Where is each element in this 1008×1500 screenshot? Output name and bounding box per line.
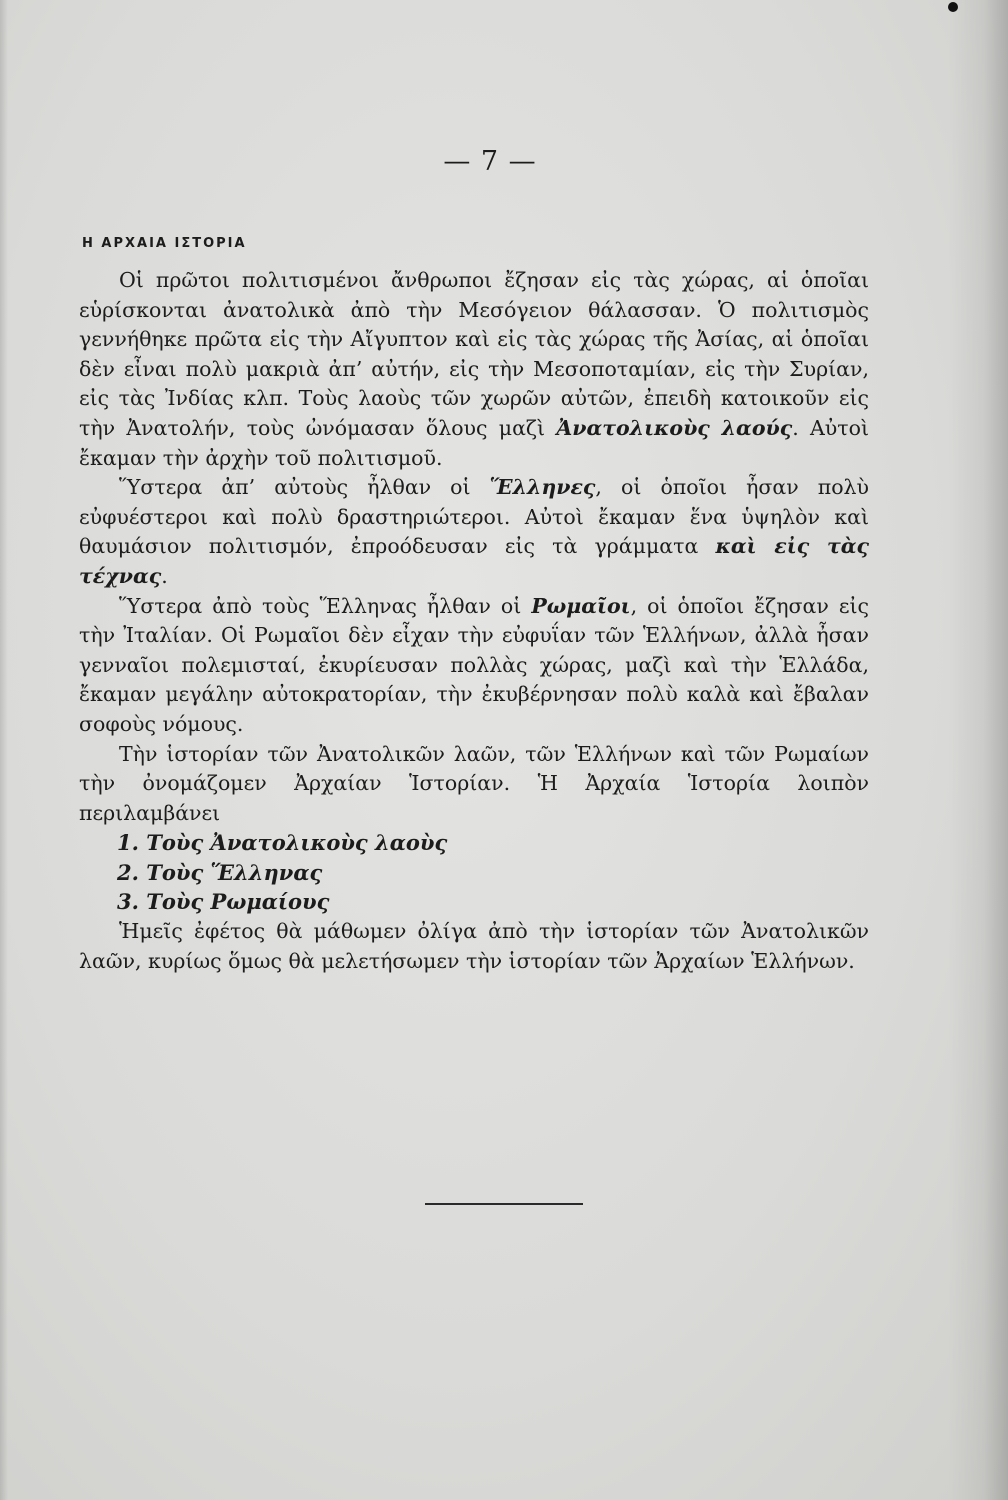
paragraph-1-text-b: . Αὐτοὶ ἔκαμαν τὴν ἀρχὴν τοῦ πολιτισμοῦ.	[79, 415, 869, 470]
paragraph-2-text-a: Ὕστερα ἀπ’ αὐτοὺς ἦλθαν οἱ	[119, 475, 471, 500]
page-number: — 7 —	[443, 146, 537, 177]
paragraph-3-text-b: , οἱ ὁποῖοι ἔζησαν εἰς τὴν Ἰταλίαν. Οἱ Ρωμαῖοι δὲν εἶχαν τὴν εὐφυΐαν τῶν Ἑλλήνων, ἀλλὰ ἦσαν γενναῖοι πολεμισταί, ἐκυρίευσαν πολλὰς χώρας, μαζὶ καὶ τὴν Ἑλλάδα, ἔκαμαν μεγάλην αὐτοκρατορίαν, τὴν ἐκυβέρνησαν πολὺ καλὰ καὶ ἔβαλαν σοφοὺς νόμους.	[79, 593, 870, 736]
page-left-edge	[0, 0, 8, 1500]
paragraph-2-emphasis: Ἕλληνες	[489, 475, 596, 500]
ink-speck	[948, 2, 958, 12]
paragraph-3-text-a: Ὕστερα ἀπὸ τοὺς Ἕλληνας ἦλθαν οἱ	[119, 593, 522, 618]
paragraph-5: Ἡμεῖς ἐφέτος θὰ μάθωμεν ὀλίγα ἀπὸ τὴν ἱστορίαν τῶν Ἀνατολικῶν λαῶν, κυρίως ὅμως θὰ μελετήσωμεν τὴν ἱστορίαν τῶν Ἀρχαίων Ἑλλήνων.	[79, 919, 869, 973]
paragraph-1-text-a: Οἱ πρῶτοι πολιτισμένοι ἄνθρωποι ἔζησαν εἰς τὰς χώρας, αἱ ὁποῖαι εὑρίσκονται ἀνατολικὰ ἀπὸ τὴν Μεσόγειον θάλασσαν. Ὁ πολιτισμὸς γεννήθηκε πρῶτα εἰς τὴν Αἴγυπτον καὶ εἰς τὰς χώρας τῆς Ἀσίας, αἱ ὁποῖαι δὲν εἶναι πολὺ μακριὰ ἀπ’ αὐτήν, εἰς τὴν Μεσοποταμίαν, εἰς τὴν Συρίαν, εἰς τὰς Ἰνδίας κλπ. Τοὺς λαοὺς τῶν χωρῶν αὐτῶν, ἐπειδὴ κατοικοῦν εἰς τὴν Ἀνατολήν, τοὺς ὠνόμασαν ὅλους μαζὶ	[79, 268, 869, 440]
paragraph-2	[79, 473, 869, 591]
paragraph-2-text-b: , οἱ ὁποῖοι ἦσαν πολὺ εὐφυέστεροι καὶ πολὺ δραστηριώτεροι. Αὐτοὶ ἔκαμαν ἕνα ὑψηλὸν καὶ θαυμάσιον πολιτισμόν, ἐπροόδευσαν εἰς τὰ γράμματα	[79, 475, 869, 559]
paragraph-1-emphasis: Ἀνατολικοὺς λαούς	[556, 415, 793, 440]
chapter-heading: Η ΑΡΧΑΙΑ ΙΣΤΟΡΙΑ	[82, 236, 247, 251]
paragraph-2-text-c: .	[161, 563, 168, 588]
paragraph-1	[79, 266, 869, 473]
list-item: 1. Τοὺς Ἀνατολικοὺς λαοὺς	[117, 830, 448, 856]
paragraph-3-emphasis: Ρωμαῖοι	[531, 593, 631, 618]
list-item: 3. Τοὺς Ρωμαίους	[117, 889, 330, 915]
body-text	[79, 266, 869, 976]
page-right-edge-shadow	[948, 0, 1008, 1500]
paragraph-2-emphasis-2: καὶ εἰς τὰς τέχνας	[79, 534, 869, 588]
paragraph-3	[79, 592, 869, 740]
list-item: 2. Τοὺς Ἕλληνας	[117, 859, 323, 885]
history-list	[79, 828, 869, 917]
section-end-rule	[425, 1203, 583, 1205]
paragraph-4: Τὴν ἱστορίαν τῶν Ἀνατολικῶν λαῶν, τῶν Ἑλλήνων καὶ τῶν Ρωμαίων τὴν ὀνομάζομεν Ἀρχαίαν Ἱστορίαν. Ἡ Ἀρχαία Ἱστορία λοιπὸν περιλαμβάνει	[79, 741, 869, 825]
